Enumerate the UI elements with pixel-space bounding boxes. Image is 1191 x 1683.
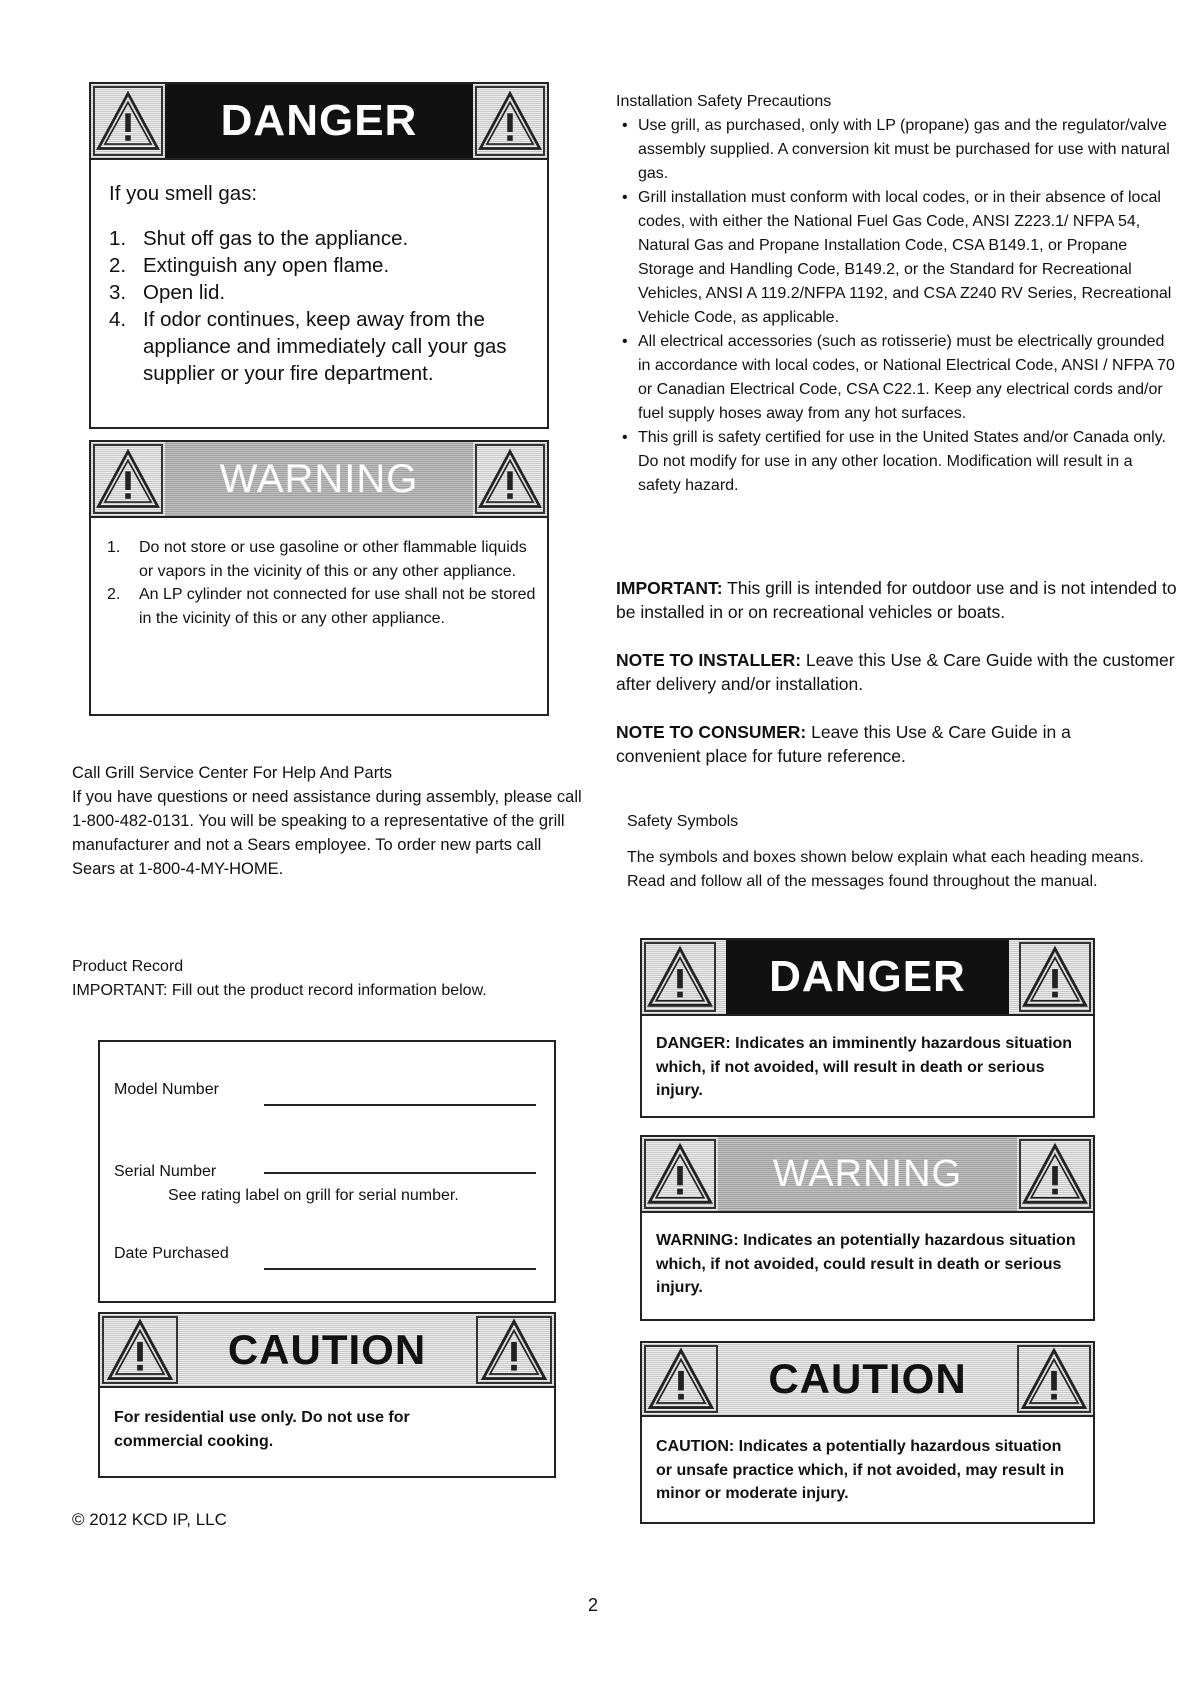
danger-intro: If you smell gas:	[109, 182, 258, 205]
danger-box	[89, 82, 549, 429]
serial-number-note: See rating label on grill for serial number.	[168, 1187, 459, 1204]
list-item: 2. Extinguish any open flame.	[109, 254, 390, 277]
list-item: 1. Shut off gas to the appliance.	[109, 227, 409, 250]
symbol-warning-box	[640, 1135, 1095, 1321]
danger-body	[109, 180, 541, 387]
list-item: 1. Do not store or use gasoline or other flammable liquids or vapors in the vicinity of this or any other appliance.	[107, 539, 527, 580]
service-body: If you have questions or need assistance during assembly, please call 1-800-482-0131. You will be speaking to a representative of the grill manufacturer and not a Sears employee. To order new parts call Sears at 1-800-4-MY-HOME.	[72, 788, 582, 878]
safety-symbols-heading: Safety Symbols	[627, 813, 739, 830]
page-number: 2	[588, 1595, 599, 1615]
warning-triangle-icon	[644, 1139, 716, 1209]
warning-triangle-icon	[1017, 1345, 1091, 1413]
list-item: 4. If odor continues, keep away from the appliance and immediately call your gas supplier or your fire department.	[109, 308, 507, 385]
date-purchased-field[interactable]	[264, 1268, 536, 1270]
warning-signal-word: WARNING	[718, 1137, 1017, 1211]
list-item: • Grill installation must conform with local codes, or in their absence of local codes, with either the National Fuel Gas Code, ANSI Z223.1/ NFPA 54, Natural Gas and Propane Installation Code, CSA B149.1, or Propane Storage and Handling Code, B149.2, or the Standard for Recreational Vehicles, ANSI A 119.2/NFPA 1192, and CSA Z240 RV Series, Recreational Vehicle Code, as applicable.	[616, 186, 1176, 330]
warning-box	[89, 440, 549, 716]
list-item: • This grill is safety certified for use in the United States and/or Canada only. Do not modify for use in any other location. Modification will result in a safety hazard.	[616, 426, 1176, 498]
caution-box	[98, 1312, 556, 1478]
warning-header	[91, 442, 547, 518]
note-label: NOTE TO CONSUMER:	[616, 722, 807, 742]
note-label: NOTE TO INSTALLER:	[616, 650, 802, 670]
warning-signal-word: WARNING	[165, 442, 473, 516]
danger-definition: DANGER: Indicates an imminently hazardous situation which, if not avoided, will result in death or serious injury.	[656, 1035, 1073, 1099]
caution-definition: CAUTION: Indicates a potentially hazardous situation or unsafe practice which, if not avoided, may result in minor or moderate injury.	[656, 1438, 1065, 1502]
caution-text: For residential use only. Do not use for commercial cooking.	[114, 1409, 410, 1450]
warning-triangle-icon	[102, 1316, 178, 1384]
danger-signal-word: DANGER	[726, 940, 1009, 1014]
warning-body	[107, 536, 537, 630]
symbol-danger-box	[640, 938, 1095, 1118]
warning-triangle-icon	[1019, 942, 1091, 1012]
service-heading: Call Grill Service Center For Help And Parts	[72, 764, 393, 782]
warning-triangle-icon	[475, 444, 545, 514]
list-item: • Use grill, as purchased, only with LP (propane) gas and the regulator/valve assembly supplied. A conversion kit must be purchased for use with natural gas.	[616, 114, 1176, 186]
warning-triangle-icon	[476, 1316, 552, 1384]
serial-number-label: Serial Number	[114, 1163, 217, 1180]
product-record-section	[72, 955, 522, 1003]
warning-definition: WARNING: Indicates an potentially hazardous situation which, if not avoided, could result in death or serious injury.	[656, 1232, 1076, 1296]
service-center-section	[72, 761, 582, 881]
warning-triangle-icon	[475, 86, 545, 156]
product-record-body: IMPORTANT: Fill out the product record information below.	[72, 982, 487, 999]
installation-section	[616, 90, 1176, 498]
installation-heading: Installation Safety Precautions	[616, 93, 832, 110]
warning-header	[642, 1137, 1093, 1213]
symbol-caution-box	[640, 1341, 1095, 1524]
model-number-field[interactable]	[264, 1104, 536, 1106]
safety-symbols-body: The symbols and boxes shown below explain what each heading means. Read and follow all of the messages found throughout the manual.	[627, 849, 1144, 890]
warning-triangle-icon	[644, 1345, 718, 1413]
serial-number-field[interactable]	[264, 1172, 536, 1174]
list-item: • All electrical accessories (such as rotisserie) must be electrically grounded in accordance with local codes, or National Electrical Code, ANSI / NFPA 70 or Canadian Electrical Code, CSA C22.1. Keep any electrical cords and/or fuel supply hoses away from any hot surfaces.	[616, 330, 1176, 426]
copyright: © 2012 KCD IP, LLC	[72, 1510, 227, 1529]
installer-note: NOTE TO INSTALLER: Leave this Use & Care Guide with the customer after delivery and/or installation.	[616, 650, 1175, 694]
warning-triangle-icon	[644, 942, 716, 1012]
caution-signal-word: CAUTION	[768, 1355, 967, 1402]
caution-header	[100, 1314, 554, 1388]
consumer-note: NOTE TO CONSUMER: Leave this Use & Care Guide in a convenient place for future reference.	[616, 722, 1071, 766]
note-label: IMPORTANT:	[616, 578, 723, 598]
product-record-form	[98, 1040, 556, 1303]
danger-signal-word: DANGER	[165, 84, 473, 158]
warning-triangle-icon	[93, 444, 163, 514]
warning-triangle-icon	[1019, 1139, 1091, 1209]
list-item: 2. An LP cylinder not connected for use shall not be stored in the vicinity of this or any other appliance.	[107, 586, 536, 627]
warning-triangle-icon	[93, 86, 163, 156]
product-record-heading: Product Record	[72, 958, 184, 975]
caution-header	[642, 1343, 1093, 1417]
model-number-label: Model Number	[114, 1081, 219, 1098]
danger-header	[91, 84, 547, 160]
date-purchased-label: Date Purchased	[114, 1245, 229, 1262]
important-note: IMPORTANT: This grill is intended for outdoor use and is not intended to be installed in or on recreational vehicles or boats.	[616, 578, 1177, 622]
danger-header	[642, 940, 1093, 1016]
caution-signal-word: CAUTION	[227, 1326, 427, 1373]
list-item: 3. Open lid.	[109, 281, 226, 304]
